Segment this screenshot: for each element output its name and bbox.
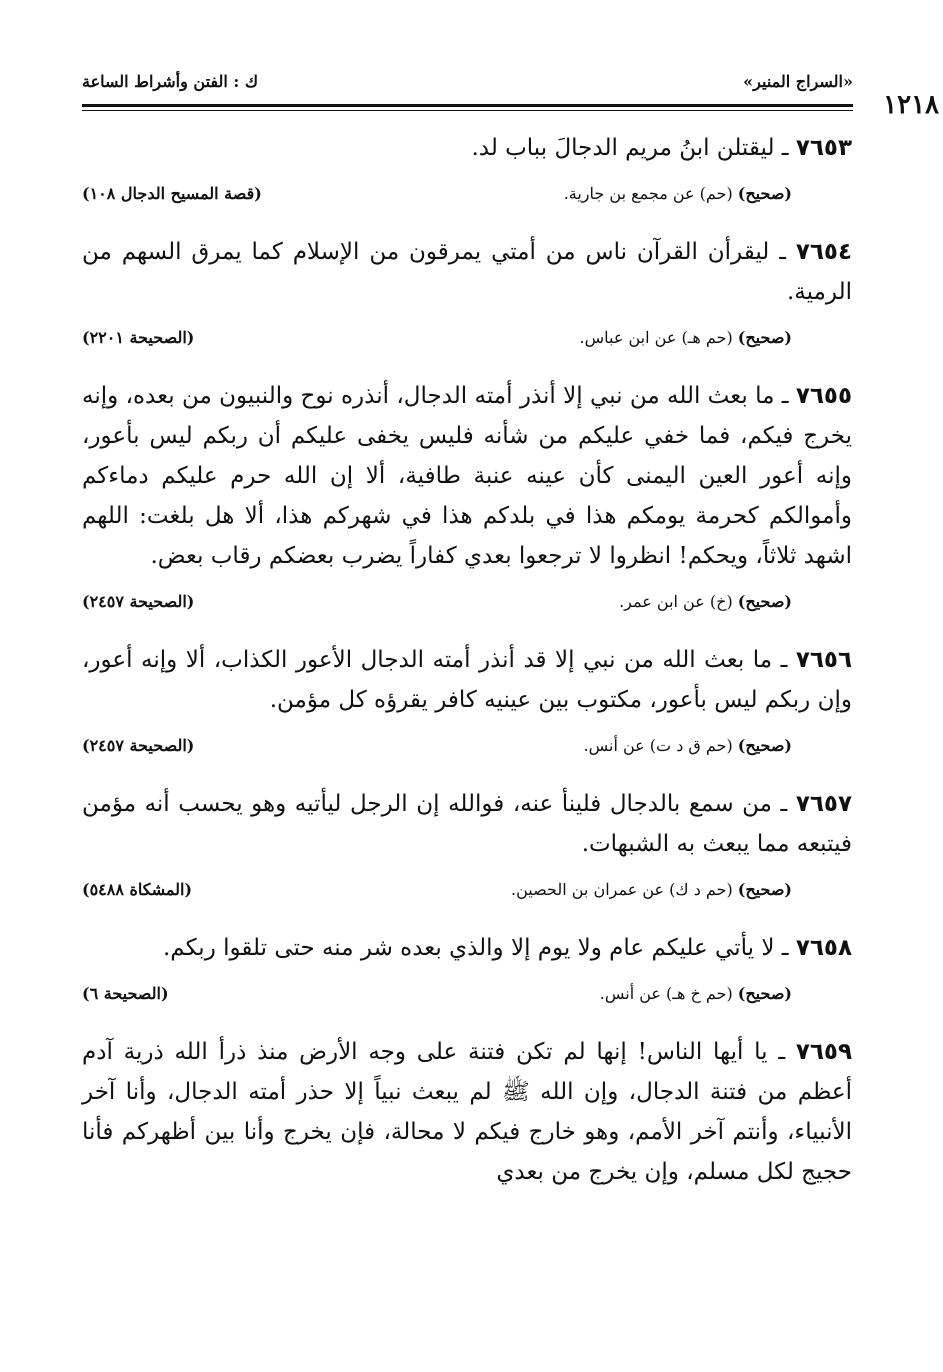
hadith-entry: [82, 232, 852, 358]
hadith-source-line: [82, 984, 852, 1014]
book-title: «السراج المنير»: [743, 72, 853, 91]
hadith-source-line: [82, 880, 852, 910]
hadith-text: ليقتلن ابنُ مريم الدجالَ بباب لد.: [471, 135, 775, 161]
hadith-text-block: ٧٦٥٦ ـ ما بعث الله من نبي إلا قد أنذر أمته الدجال الأعور الكذاب، ألا وإنه أعور، وإن ربكم ليس بأعور، مكتوب بين عينيه كافر يقرؤه كل مؤمن.: [82, 647, 852, 713]
hadith-narrator: (حم ق د ت) عن أنس.: [583, 736, 733, 755]
hadith-text: ليقرأن القرآن ناس من أمتي يمرقون من الإسلام كما يمرق السهم من الرمية.: [82, 239, 852, 305]
hadith-source: [584, 736, 792, 755]
hadith-reference: (الصحيحة ٦): [82, 984, 169, 1003]
hadith-narrator: (خ) عن ابن عمر.: [619, 592, 733, 611]
hadith-source-line: [82, 592, 852, 622]
page-number: ١٢١٨: [883, 90, 939, 120]
hadith-source: [619, 592, 792, 611]
hadith-grade: (صحيح): [737, 184, 792, 203]
hadith-reference: (قصة المسيح الدجال ١٠٨): [82, 184, 262, 203]
hadith-text: من سمع بالدجال فلينأ عنه، فوالله إن الرجل ليأتيه وهو يحسب أنه مؤمن فيتبعه مما يبعث به الشبهات.: [82, 791, 852, 857]
header-rule-thin: [82, 110, 853, 111]
hadith-reference: (الصحيحة ٢٤٥٧): [82, 592, 195, 611]
hadith-number: ٧٦٥٤: [795, 239, 852, 265]
hadith-narrator: (حم د ك) عن عمران بن الحصين.: [511, 880, 733, 899]
hadith-text: لا يأتي عليكم عام ولا يوم إلا والذي بعده شر منه حتى تلقوا ربكم.: [162, 935, 775, 961]
hadith-grade: (صحيح): [737, 736, 792, 755]
hadith-reference: (المشكاة ٥٤٨٨): [82, 880, 193, 899]
hadith-narrator: (حم هـ) عن ابن عباس.: [579, 328, 733, 347]
hadith-text-block: ٧٦٥٤ ـ ليقرأن القرآن ناس من أمتي يمرقون من الإسلام كما يمرق السهم من الرمية.: [82, 239, 852, 305]
hadith-grade: (صحيح): [737, 328, 792, 347]
hadith-text: ما بعث الله من نبي إلا قد أنذر أمته الدجال الأعور الكذاب، ألا وإنه أعور، وإن ربكم ليس بأعور، مكتوب بين عينيه كافر يقرؤه كل مؤمن.: [82, 647, 852, 713]
hadith-number: ٧٦٥٨: [795, 935, 852, 961]
hadith-reference: (الصحيحة ٢٢٠١): [82, 328, 195, 347]
hadith-source: [511, 880, 792, 899]
page-header: [82, 72, 939, 120]
hadith-entry: [82, 1032, 852, 1192]
hadith-text-block: ٧٦٥٥ ـ ما بعث الله من نبي إلا أنذر أمته الدجال، أنذره نوح والنبيون من بعده، وإنه يخرج فيكم، فما خفي عليكم من شأنه فليس يخفى عليكم أن ربكم ليس بأعور، وإنه أعور العين اليمنى كأن عينه عنبة طافية، ألا إن الله حرم عليكم دماءكم وأموالكم كحرمة يومكم هذا في بلدكم هذا في شهركم هذا، ألا هل بلغت: اللهم اشهد ثلاثاً، ويحكم! انظروا لا ترجعوا بعدي كفاراً يضرب بعضكم رقاب بعض.: [82, 383, 852, 569]
hadith-source-line: [82, 184, 852, 214]
hadith-grade: (صحيح): [737, 984, 792, 1003]
hadith-number: ٧٦٥٩: [795, 1039, 852, 1065]
hadith-entry: [82, 640, 852, 766]
page-content: [82, 128, 852, 1210]
hadith-entry: [82, 928, 852, 1014]
hadith-text: يا أيها الناس! إنها لم تكن فتنة على وجه الأرض منذ ذرأ الله ذرية آدم أعظم من فتنة الدجال، وإن الله ﷺ لم يبعث نبياً إلا حذر أمته الدجال، وأنا آخر الأنبياء، وأنتم آخر الأمم، وهو خارج فيكم لا محالة، فإن يخرج وأنا بين أظهركم فأنا حجيج لكل مسلم، وإن يخرج من بعدي: [82, 1039, 852, 1185]
hadith-source-line: [82, 736, 852, 766]
hadith-source-line: [82, 328, 852, 358]
hadith-narrator: (حم خ هـ) عن أنس.: [599, 984, 733, 1003]
hadith-number: ٧٦٥٣: [795, 135, 852, 161]
hadith-text-block: ٧٦٥٩ ـ يا أيها الناس! إنها لم تكن فتنة على وجه الأرض منذ ذرأ الله ذرية آدم أعظم من فتنة الدجال، وإن الله ﷺ لم يبعث نبياً إلا حذر أمته الدجال، وأنا آخر الأنبياء، وأنتم آخر الأمم، وهو خارج فيكم لا محالة، فإن يخرج وأنا بين أظهركم فأنا حجيج لكل مسلم، وإن يخرج من بعدي: [82, 1039, 852, 1185]
hadith-text-block: ٧٦٥٧ ـ من سمع بالدجال فلينأ عنه، فوالله إن الرجل ليأتيه وهو يحسب أنه مؤمن فيتبعه مما يبعث به الشبهات.: [82, 791, 852, 857]
hadith-number: ٧٦٥٥: [795, 383, 852, 409]
hadith-number: ٧٦٥٦: [795, 647, 852, 673]
hadith-text-block: ٧٦٥٨ ـ لا يأتي عليكم عام ولا يوم إلا والذي بعده شر منه حتى تلقوا ربكم.: [162, 935, 852, 961]
hadith-grade: (صحيح): [737, 880, 792, 899]
hadith-source: [564, 184, 792, 203]
hadith-number: ٧٦٥٧: [795, 791, 852, 817]
chapter-title: ك : الفتن وأشراط الساعة: [82, 72, 259, 91]
hadith-reference: (الصحيحة ٢٤٥٧): [82, 736, 195, 755]
hadith-source: [600, 984, 792, 1003]
hadith-source: [580, 328, 792, 347]
hadith-entry: [82, 376, 852, 622]
hadith-narrator: (حم) عن مجمع بن جارية.: [563, 184, 733, 203]
header-rule-thick: [82, 104, 853, 107]
hadith-entry: [82, 784, 852, 910]
hadith-text-block: ٧٦٥٣ ـ ليقتلن ابنُ مريم الدجالَ بباب لد.: [471, 135, 852, 161]
hadith-grade: (صحيح): [737, 592, 792, 611]
hadith-entry: [82, 128, 852, 214]
hadith-text: ما بعث الله من نبي إلا أنذر أمته الدجال، أنذره نوح والنبيون من بعده، وإنه يخرج فيكم، فما خفي عليكم من شأنه فليس يخفى عليكم أن ربكم ليس بأعور، وإنه أعور العين اليمنى كأن عينه عنبة طافية، ألا إن الله حرم عليكم دماءكم وأموالكم كحرمة يومكم هذا في بلدكم هذا في شهركم هذا، ألا هل بلغت: اللهم اشهد ثلاثاً، ويحكم! انظروا لا ترجعوا بعدي كفاراً يضرب بعضكم رقاب بعض.: [82, 383, 852, 569]
